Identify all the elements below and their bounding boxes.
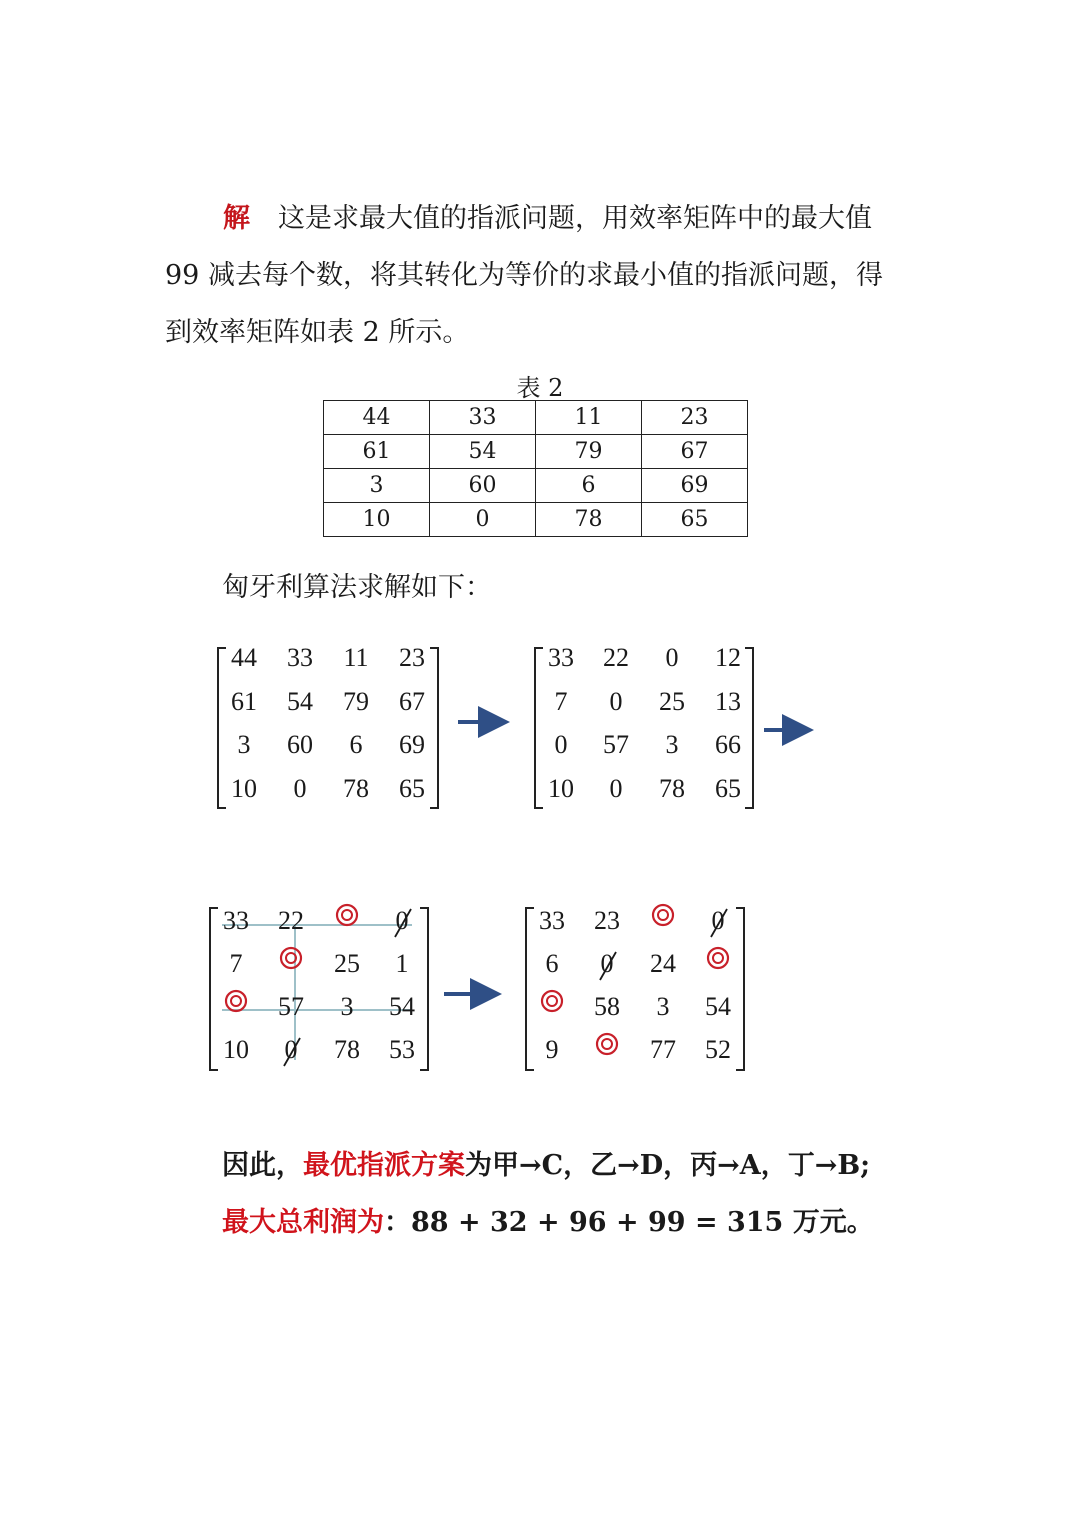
matrix-bracket-left bbox=[218, 648, 226, 808]
assigned-zero-icon bbox=[542, 991, 562, 1011]
matrix-cell: 0 bbox=[554, 729, 568, 759]
assigned-zero-icon bbox=[281, 948, 301, 968]
matrix-cell: 44 bbox=[231, 642, 257, 672]
table-cell: 11 bbox=[536, 401, 642, 435]
table-cell: 23 bbox=[642, 401, 748, 435]
hungarian-intro: 匈牙利算法求解如下： bbox=[222, 572, 492, 603]
assigned-zero-icon-inner bbox=[547, 996, 557, 1006]
assigned-zero-icon-inner bbox=[231, 996, 241, 1006]
assigned-zero-icon bbox=[597, 1034, 617, 1054]
matrix-cell: 58 bbox=[594, 991, 620, 1021]
solution-label: 解 bbox=[223, 203, 250, 234]
matrix-cell: 3 bbox=[665, 729, 679, 759]
cover-lines bbox=[222, 925, 412, 1060]
solution-line-3: 到效率矩阵如表 2 所示。 bbox=[165, 317, 470, 348]
matrix-cell: 3 bbox=[237, 729, 251, 759]
table-cell: 79 bbox=[536, 435, 642, 469]
max-profit-label: 最大总利润为 bbox=[222, 1207, 384, 1238]
assigned-zero-icon-inner bbox=[713, 953, 723, 963]
matrix-cell: 53 bbox=[389, 1034, 415, 1064]
matrix-cell: 78 bbox=[659, 773, 685, 803]
table-cell: 67 bbox=[642, 435, 748, 469]
matrix-cell: 11 bbox=[343, 642, 369, 672]
matrix-cell: 65 bbox=[399, 773, 425, 803]
matrix-cell: 57 bbox=[278, 991, 304, 1021]
matrix-cell: 3 bbox=[340, 991, 354, 1021]
matrix-cell: 78 bbox=[334, 1034, 360, 1064]
crossed-zero: 0 bbox=[600, 948, 614, 978]
optimal-plan-text: 为甲→C，乙→D，丙→A，丁→B; bbox=[465, 1150, 871, 1181]
matrix-cell: 33 bbox=[223, 905, 249, 935]
matrix-bracket-right bbox=[420, 908, 428, 1070]
matrix-bracket-left bbox=[535, 648, 543, 808]
optimal-plan-label: 最优指派方案 bbox=[303, 1150, 465, 1181]
matrix-bracket-right bbox=[745, 648, 753, 808]
matrix-cell: 25 bbox=[334, 948, 360, 978]
matrix-cell: 0 bbox=[609, 773, 623, 803]
table-caption: 表 2 bbox=[516, 374, 564, 402]
solution-line-2: 99 减去每个数，将其转化为等价的求最小值的指派问题，得 bbox=[165, 260, 883, 291]
matrix-bracket-left bbox=[526, 908, 534, 1070]
matrix-cell: 0 bbox=[665, 642, 679, 672]
matrix-bracket-right bbox=[430, 648, 438, 808]
matrix-cell: 54 bbox=[287, 686, 313, 716]
matrix-cell: 33 bbox=[548, 642, 574, 672]
conclusion-prefix: 因此， bbox=[222, 1150, 303, 1181]
table-cell: 61 bbox=[324, 435, 430, 469]
matrix-cell: 24 bbox=[650, 948, 676, 978]
matrix-cell: 7 bbox=[229, 948, 243, 978]
assigned-zero-icon-inner bbox=[342, 910, 352, 920]
table-cell: 60 bbox=[430, 469, 536, 503]
crossed-zero: 0 bbox=[395, 905, 409, 935]
table-cell: 44 bbox=[324, 401, 430, 435]
table-cell: 10 bbox=[324, 503, 430, 537]
assigned-zero-icon-inner bbox=[658, 910, 668, 920]
matrix-cell: 66 bbox=[715, 729, 741, 759]
assigned-zero-icon bbox=[337, 905, 357, 925]
matrix-cell: 23 bbox=[594, 905, 620, 935]
max-profit-text: ：88 + 32 + 96 + 99 = 315 万元。 bbox=[384, 1207, 874, 1238]
matrix-cell: 78 bbox=[343, 773, 369, 803]
table-cell: 54 bbox=[430, 435, 536, 469]
matrix-cell: 60 bbox=[287, 729, 313, 759]
matrix-cell: 69 bbox=[399, 729, 425, 759]
matrix-cell: 6 bbox=[545, 948, 559, 978]
matrix-cell: 67 bbox=[399, 686, 425, 716]
matrix-cell: 52 bbox=[705, 1034, 731, 1064]
table-cell: 6 bbox=[536, 469, 642, 503]
matrix-cell: 10 bbox=[231, 773, 257, 803]
matrix-cell: 54 bbox=[705, 991, 731, 1021]
matrix-cell: 33 bbox=[287, 642, 313, 672]
conclusion-line-2 bbox=[222, 1200, 874, 1239]
table-cell: 69 bbox=[642, 469, 748, 503]
assigned-zero-icon bbox=[653, 905, 673, 925]
matrix-cell: 13 bbox=[715, 686, 741, 716]
matrix-cell: 23 bbox=[399, 642, 425, 672]
matrix-cell: 7 bbox=[554, 686, 568, 716]
matrix-cell: 77 bbox=[650, 1034, 676, 1064]
matrix-cell: 61 bbox=[231, 686, 257, 716]
matrix-cell: 25 bbox=[659, 686, 685, 716]
crossed-zero: 0 bbox=[711, 905, 725, 935]
matrix-cell: 6 bbox=[349, 729, 363, 759]
table-cell: 0 bbox=[430, 503, 536, 537]
matrix-bracket-right bbox=[736, 908, 744, 1070]
matrix-cell: 10 bbox=[223, 1034, 249, 1064]
matrix-bracket-left bbox=[210, 908, 218, 1070]
assigned-zero-icon-inner bbox=[602, 1039, 612, 1049]
assigned-zero-icon bbox=[226, 991, 246, 1011]
table-cell: 65 bbox=[642, 503, 748, 537]
matrix-cell: 12 bbox=[715, 642, 741, 672]
solution-line-1: 这是求最大值的指派问题，用效率矩阵中的最大值 bbox=[278, 203, 872, 234]
matrix-cell: 9 bbox=[545, 1034, 559, 1064]
matrix-cell: 22 bbox=[278, 905, 304, 935]
conclusion-line-1 bbox=[222, 1143, 870, 1182]
matrix-cell: 1 bbox=[395, 948, 409, 978]
table-cell: 33 bbox=[430, 401, 536, 435]
matrix-cell: 65 bbox=[715, 773, 741, 803]
matrix-cell: 3 bbox=[656, 991, 670, 1021]
matrix-cell: 22 bbox=[603, 642, 629, 672]
table-cell: 78 bbox=[536, 503, 642, 537]
matrix-cell: 0 bbox=[609, 686, 623, 716]
crossed-zero: 0 bbox=[284, 1034, 298, 1064]
matrix-cell: 0 bbox=[293, 773, 307, 803]
matrix-cell: 33 bbox=[539, 905, 565, 935]
matrix-cell: 79 bbox=[343, 686, 369, 716]
table-cell: 3 bbox=[324, 469, 430, 503]
matrix-cell: 10 bbox=[548, 773, 574, 803]
matrix-cell: 54 bbox=[389, 991, 415, 1021]
matrix-cell: 57 bbox=[603, 729, 629, 759]
assigned-zero-icon bbox=[708, 948, 728, 968]
